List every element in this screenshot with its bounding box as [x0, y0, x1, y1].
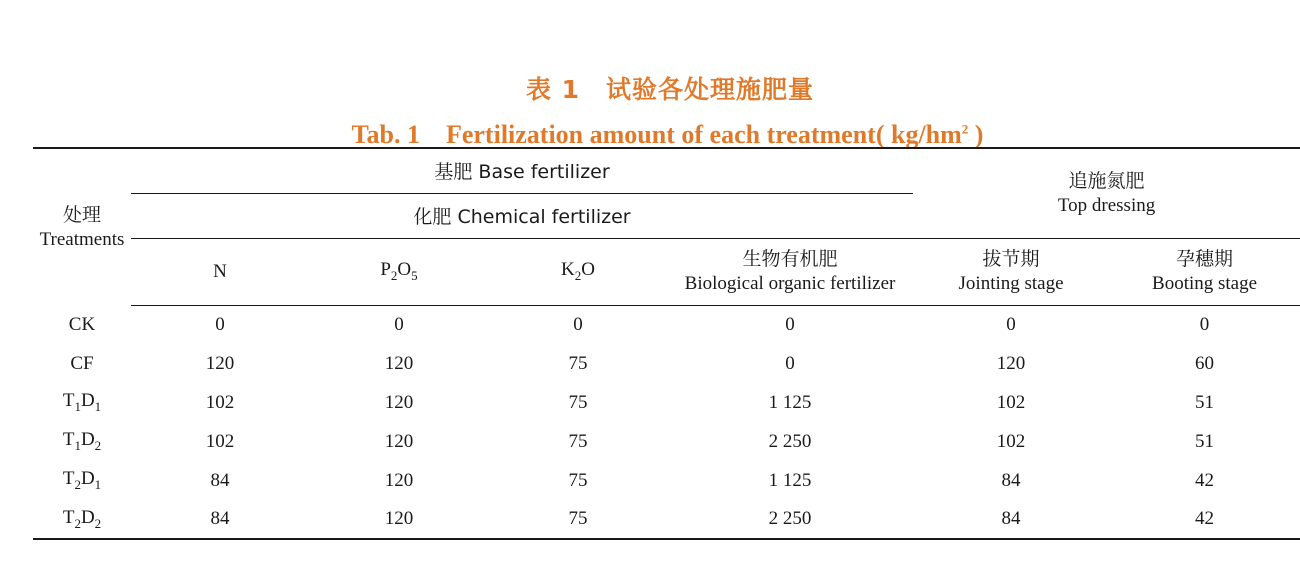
table-row: [33, 500, 1300, 539]
joint-cell: 102: [996, 430, 1026, 452]
joint-cell: 84: [913, 500, 1109, 539]
base-fertilizer-header: 基肥 Base fertilizer: [131, 148, 913, 193]
unit-superscript: 2: [961, 121, 969, 137]
n-cell: 102: [205, 430, 235, 452]
p-cell: 120: [384, 391, 414, 413]
chemical-fertilizer-header: 化肥 Chemical fertilizer: [131, 193, 913, 238]
table-row: [33, 422, 1300, 461]
k-cell: 75: [568, 352, 588, 374]
top-dressing-header: [913, 148, 1300, 238]
table-title-cn: 表 1 试验各处理施肥量: [525, 75, 815, 104]
bio-cell: 2 250: [667, 500, 913, 539]
table-title-en-main: Fertilization amount of each treatment( kg/hm: [445, 120, 962, 149]
n-cell: 102: [205, 391, 235, 413]
k-cell: 75: [568, 430, 588, 452]
table-row: [33, 461, 1300, 500]
table-row: [33, 383, 1300, 422]
joint-cell: 102: [996, 391, 1026, 413]
header-row-1: [33, 148, 1300, 193]
treatment-cell: $T_2D_1$: [62, 468, 102, 492]
joint-cell: 120: [996, 352, 1026, 374]
p2o5-header: $P_2O_5$: [309, 238, 489, 305]
fertilization-table: [33, 147, 1300, 540]
n-cell: 0: [215, 313, 225, 335]
bio-cell: 2 250: [768, 430, 812, 452]
treatment-header-cn: 处理: [62, 203, 101, 226]
p-cell: 120: [384, 352, 414, 374]
treatment-cell: $T_2D_2$: [33, 500, 131, 539]
k-cell: 0: [573, 313, 583, 335]
bio-cell: 1 125: [768, 469, 812, 491]
joint-cell: 0: [1006, 313, 1016, 335]
table-row: [33, 305, 1300, 344]
k-cell: 75: [568, 469, 588, 491]
header-row-3: [33, 238, 1300, 305]
booting-stage-header: 孕穗期 Booting stage: [1109, 238, 1300, 305]
treatment-header-en: Treatments: [39, 228, 125, 250]
p-cell: 0: [394, 313, 404, 335]
boot-cell: 42: [1195, 469, 1215, 491]
n-cell: 84: [210, 469, 230, 491]
boot-cell: 51: [1195, 391, 1215, 413]
p-cell: 120: [384, 469, 414, 491]
k-cell: 75: [568, 391, 588, 413]
treatment-cell: $T_1D_1$: [62, 390, 102, 414]
boot-cell: 0: [1199, 313, 1210, 335]
treatment-header: [33, 148, 131, 305]
table-number: Tab. 1: [351, 120, 420, 149]
p-cell: 120: [309, 500, 489, 539]
boot-cell: 51: [1195, 430, 1215, 452]
table-row: [33, 344, 1300, 383]
bio-organic-header: 生物有机肥 Biological organic fertilizer: [667, 238, 913, 305]
k-cell: 75: [489, 500, 667, 539]
n-cell: 84: [131, 500, 309, 539]
treatment-cell: CF: [70, 352, 94, 374]
top-dressing-en: Top dressing: [1057, 194, 1156, 216]
title-close-paren: ): [968, 120, 984, 149]
boot-cell: 42: [1109, 500, 1300, 539]
table-title-en: [0, 114, 1300, 151]
bio-cell: 0: [785, 313, 795, 335]
joint-cell: 84: [1001, 469, 1021, 491]
boot-cell: 60: [1195, 352, 1215, 374]
table-body: [33, 305, 1300, 539]
k2o-header: $K_2O$: [489, 238, 667, 305]
top-dressing-cn: 追施氮肥: [1068, 169, 1145, 192]
n-cell: 120: [205, 352, 235, 374]
bio-cell: 0: [785, 352, 795, 374]
bio-cell: 1 125: [768, 391, 812, 413]
treatment-cell: $T_1D_2$: [62, 429, 102, 453]
n-header: N: [131, 238, 309, 305]
treatment-cell: CK: [68, 313, 96, 335]
jointing-stage-header: 拔节期 Jointing stage: [913, 238, 1109, 305]
p-cell: 120: [384, 430, 414, 452]
